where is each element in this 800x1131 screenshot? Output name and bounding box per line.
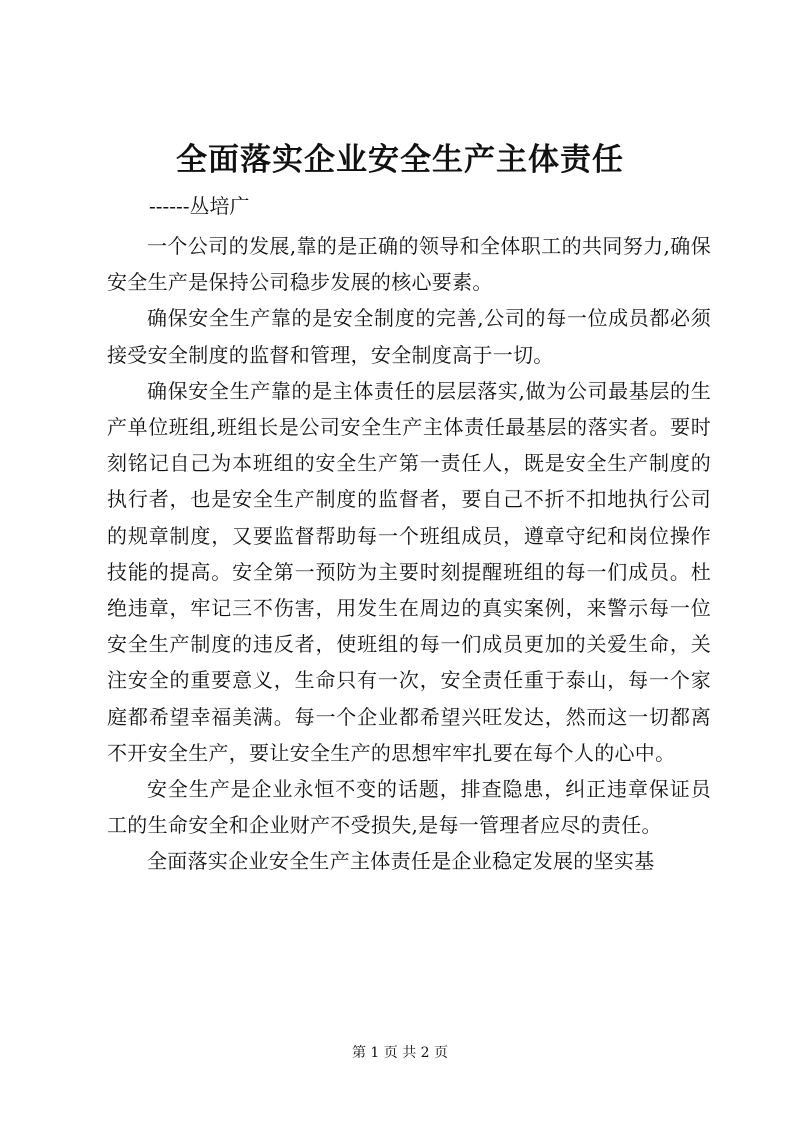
page-footer: 第 1 页 共 2 页 bbox=[351, 1045, 449, 1061]
document-title: 全面落实企业安全生产主体责任 bbox=[176, 142, 624, 178]
paragraph: 确保安全生产靠的是安全制度的完善,公司的每一位成员都必须接受安全制度的监督和管理，安全制度高于一切。 bbox=[107, 306, 711, 367]
paragraph: 确保安全生产靠的是主体责任的层层落实,做为公司最基层的生产单位班组,班组长是公司安全生产主体责任最基层的落实者。要时刻铭记自己为本班组的安全生产第一责任人，既是安全生产制度的执行者，也是安全生产制度的监督者，要自己不折不扣地执行公司的规章制度，又要监督帮助每一个班组成员，遵章守纪和岗位操作技能的提高。安全第一预防为主要时刻提醒班组的每一们成员。杜绝违章，牢记三不伤害，用发生在周边的真实案例，来警示每一位安全生产制度的违反者，使班组的每一们成员更加的关爱生命，关注安全的重要意义，生命只有一次，安全责任重于泰山，每一个家庭都希望幸福美满。每一个企业都希望兴旺发达，然而这一切都离不开安全生产，要让安全生产的思想牢牢扎要在每个人的心中。 bbox=[107, 378, 711, 765]
paragraph: 全面落实企业安全生产主体责任是企业稳定发展的坚实基 bbox=[147, 849, 655, 874]
paragraph: 安全生产是企业永恒不变的话题，排查隐患，纠正违章保证员工的生命安全和企业财产不受损失,是每一管理者应尽的责任。 bbox=[107, 777, 711, 838]
paragraph: 一个公司的发展,靠的是正确的领导和全体职工的共同努力,确保安全生产是保持公司稳步发展的核心要素。 bbox=[107, 234, 711, 295]
document-body bbox=[107, 228, 711, 880]
author-line: ------丛培广 bbox=[149, 194, 250, 218]
